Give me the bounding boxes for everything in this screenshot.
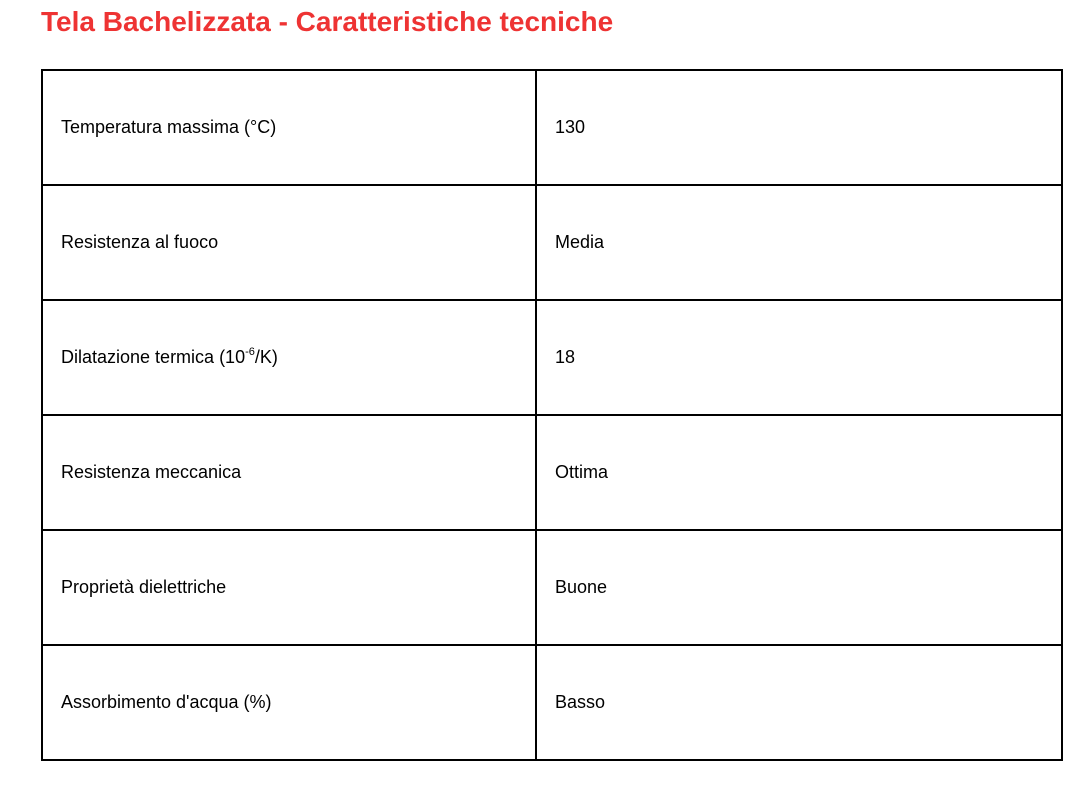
page-title: Tela Bachelizzata - Caratteristiche tecniche [41, 6, 614, 37]
spec-value: Buone [536, 530, 1062, 645]
table-row [42, 185, 1062, 300]
spec-value: Basso [536, 645, 1062, 760]
spec-label: Resistenza meccanica [42, 415, 536, 530]
spec-value: 18 [536, 300, 1062, 415]
spec-value: Ottima [536, 415, 1062, 530]
table-row [42, 300, 1062, 415]
spec-label: Resistenza al fuoco [42, 185, 536, 300]
spec-label: Assorbimento d'acqua (%) [42, 645, 536, 760]
spec-value: Media [536, 185, 1062, 300]
spec-label-text: Dilatazione termica (10 [61, 347, 246, 367]
spec-label-exponent: -6 [245, 346, 255, 358]
spec-value: 130 [536, 70, 1062, 185]
spec-label: Temperatura massima (°C) [42, 70, 536, 185]
spec-label [42, 300, 536, 415]
table-row [42, 415, 1062, 530]
specs-table [41, 69, 1063, 761]
table-row [42, 645, 1062, 760]
table-row [42, 70, 1062, 185]
spec-label-suffix: /K) [254, 347, 278, 367]
spec-label: Proprietà dielettriche [42, 530, 536, 645]
table-row [42, 530, 1062, 645]
